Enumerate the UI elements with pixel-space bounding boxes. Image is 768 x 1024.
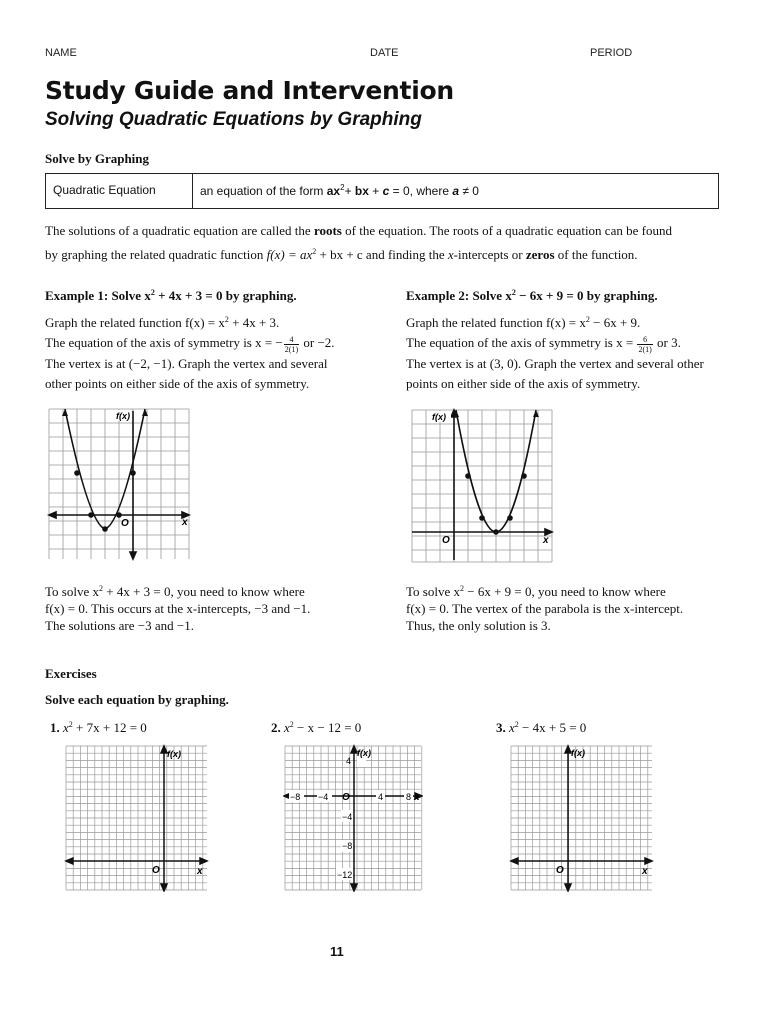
tick-label: −8 (290, 792, 301, 802)
graph-origin-label: O (556, 865, 564, 876)
fraction: $\frac{4}{2(1)}$ (284, 334, 299, 354)
exercise-3-graph[interactable] (509, 744, 654, 892)
page-title: Study Guide and Intervention (45, 76, 454, 105)
section-heading: Solve by Graphing (45, 151, 150, 166)
definition-desc: an equation of the form $ax^2+$ bx + c = 0, where a ≠ 0 (200, 183, 479, 198)
tick-label: −8 (342, 841, 353, 851)
fraction: $\frac{6}{2(1)}$ (638, 334, 652, 354)
graph-fx-label: f(x) (116, 411, 130, 421)
graph-fx-label: f(x) (357, 748, 371, 758)
example-1-graph (45, 407, 195, 562)
tick-label: −12 (337, 870, 353, 880)
exercises-instruction: Solve each equation by graphing. (45, 692, 229, 707)
example-2-title: Example 2: Solve $x^2 - 6x + 9 = 0$ by graphing. (406, 288, 658, 303)
graph-fx-label: f(x) (167, 749, 181, 759)
example-2-graph (408, 408, 558, 566)
exercise-3-label: 3. $x^2 - 4x + 5 = 0$ (496, 720, 587, 735)
graph-origin-label: O (121, 518, 129, 529)
page-subtitle: Solving Quadratic Equations by Graphing (45, 109, 422, 130)
example-1-text: Graph the related function $f(x) = x^2 + 4x + 3$. The equation of the axis of symmetry is x = − $\frac{4}{2(1)}$ or −2. The vertex is at (−2, −1). Graph the vertex and several other points on either side of the axis of symmetry. (45, 315, 335, 391)
date-label: DATE (370, 47, 399, 59)
graph-x-label: x (543, 535, 549, 546)
graph-origin-label: O (442, 535, 450, 546)
exercise-1-label: 1. $x^2 + 7x + 12 = 0$ (50, 720, 147, 735)
name-label: NAME (45, 47, 77, 59)
graph-grid (66, 746, 207, 890)
graph-x-label: x (197, 866, 203, 877)
graph-origin-label: O (342, 792, 350, 803)
example-2-text: Graph the related function $f(x) = x^2 - 6x + 9$. The equation of the axis of symmetry is x = $\frac{6}{2(1)}$ or 3. The vertex is at (3, 0). Graph the vertex and several other points on either side of the axis of symmetry. (406, 315, 704, 391)
tick-label: −4 (342, 812, 353, 822)
period-label: PERIOD (590, 47, 633, 59)
tick-label: 4 (346, 756, 352, 766)
exercises-heading: Exercises (45, 666, 97, 681)
example-1 (45, 288, 385, 394)
graph-grid (511, 746, 652, 890)
definition-box (45, 173, 719, 209)
tick-label: 4 (378, 792, 384, 802)
exercise-2-label: 2. $x^2 - x - 12 = 0$ (271, 720, 362, 735)
example-2 (406, 288, 736, 394)
graph-origin-label: O (152, 865, 160, 876)
tick-label: 8 (406, 792, 412, 802)
graph-fx-label: f(x) (432, 412, 446, 422)
graph-x-label: x (182, 517, 188, 528)
exercise-1-graph[interactable] (64, 744, 209, 892)
example-2-solution: To solve $x^2 - 6x + 9 = 0$, you need to know where f(x) = 0. The vertex of the parabola is the x-intercept. Thus, the only solution is 3. (406, 584, 684, 633)
tick-label: −4 (318, 792, 329, 802)
graph-fx-label: f(x) (571, 748, 585, 758)
exercise-2-graph[interactable] (283, 744, 423, 892)
definition-term: Quadratic Equation (46, 174, 193, 208)
example-1-title: Example 1: Solve $x^2 + 4x + 3 = 0$ by graphing. (45, 288, 297, 303)
graph-x-label: x (414, 792, 420, 803)
intro-paragraph: The solutions of a quadratic equation are called the roots of the equation. The roots of a quadratic equation can be found by graphing the related quadratic function $f(x) = ax^2$ + bx + c and finding the x-intercepts or zeros of the function. (45, 223, 672, 262)
example-1-solution: To solve $x^2 + 4x + 3 = 0$, you need to know where f(x) = 0. This occurs at the x-intercepts, −3 and −1. The solutions are −3 and −1. (45, 584, 311, 633)
graph-x-label: x (642, 866, 648, 877)
page-number: 11 (330, 944, 344, 959)
